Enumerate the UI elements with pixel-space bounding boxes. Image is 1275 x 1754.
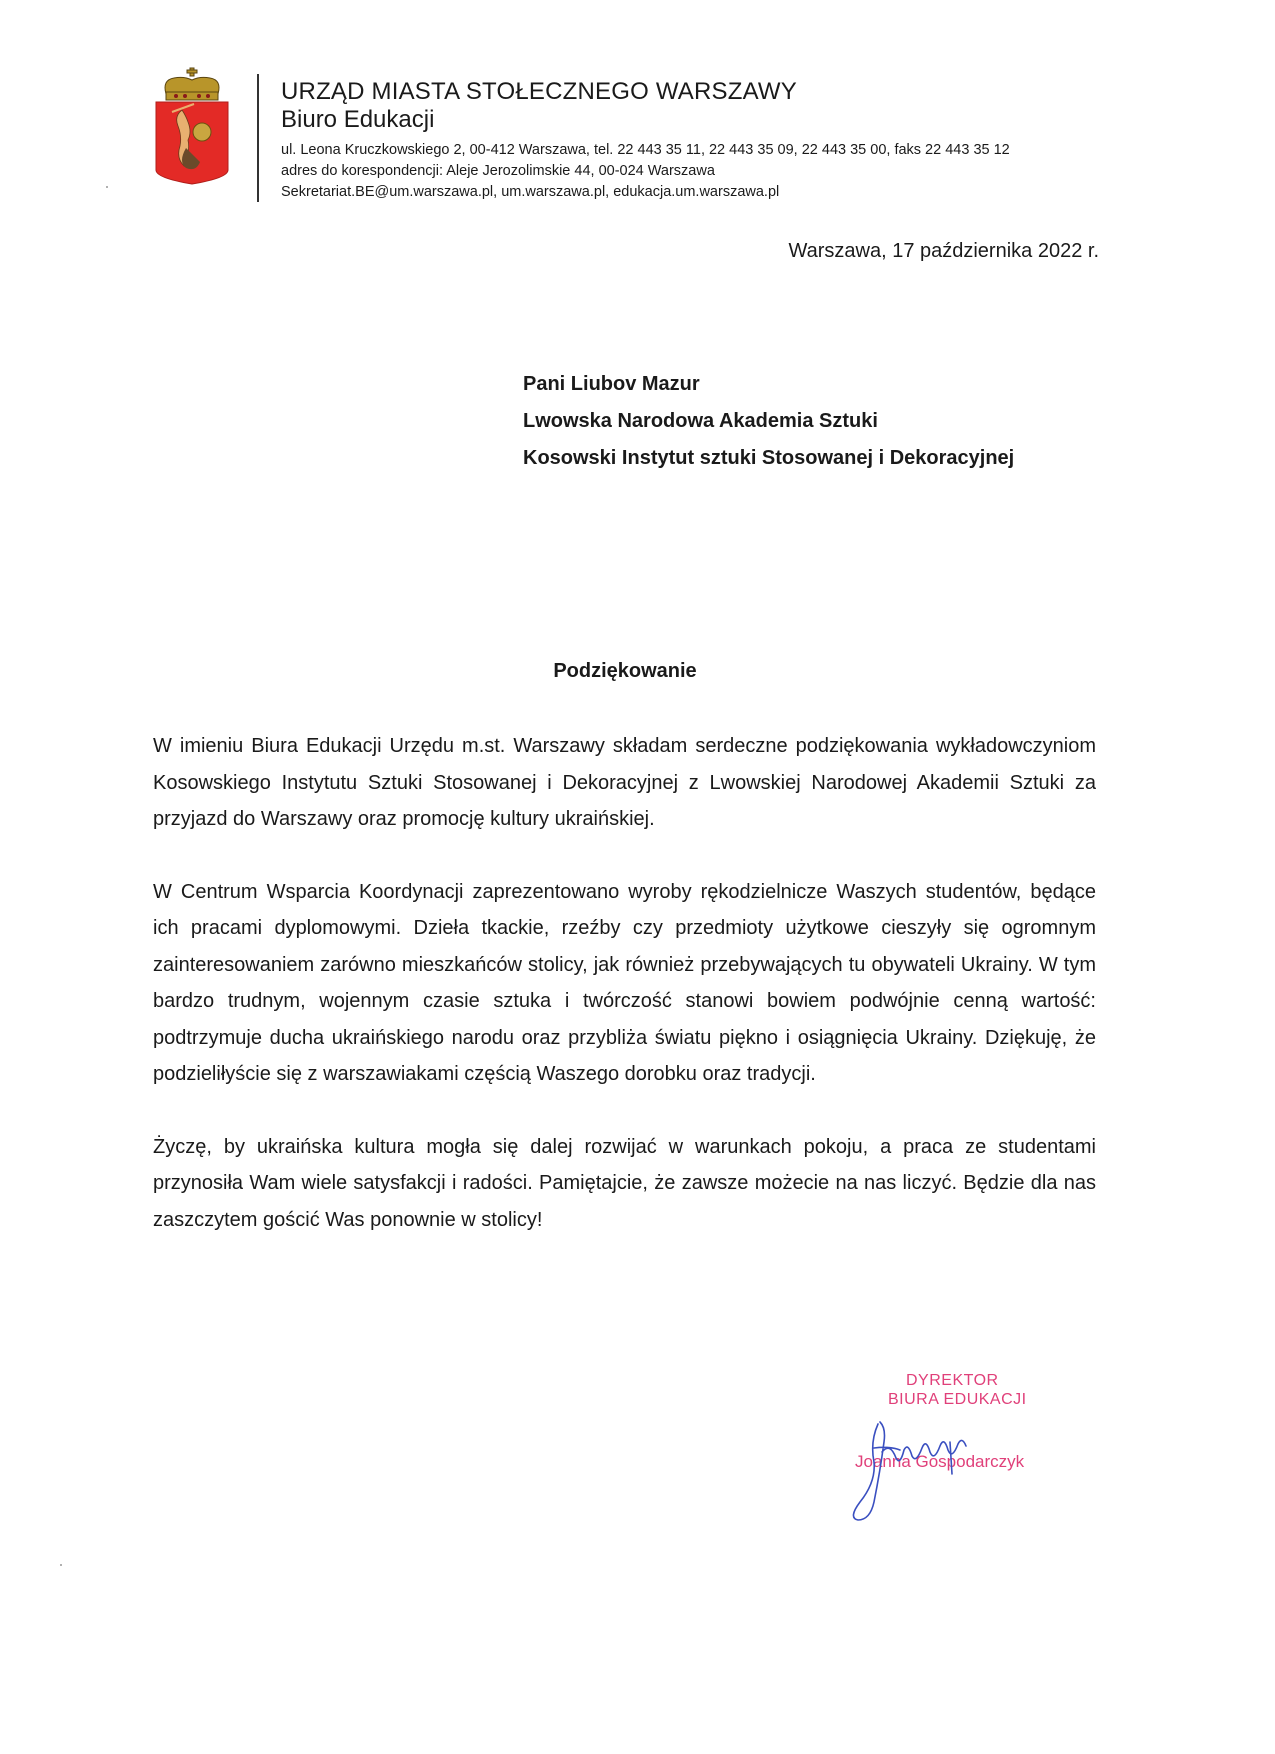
letter-title: Podziękowanie	[553, 660, 697, 682]
stamp-name: Joanna Gospodarczyk	[855, 1452, 1025, 1471]
signature-stamp	[830, 1372, 1070, 1522]
scan-speck	[60, 1564, 62, 1566]
recipient-name: Pani Liubov Mazur	[523, 373, 700, 395]
warsaw-crest-logo	[152, 66, 232, 186]
handwritten-signature	[830, 1402, 1030, 1522]
letterhead-divider	[257, 74, 259, 202]
stamp-department: BIURA EDUKACJI	[888, 1391, 1027, 1408]
letter-date: Warszawa, 17 października 2022 r.	[788, 240, 1099, 262]
contact-line: Sekretariat.BE@um.warszawa.pl, um.warszawa.pl, edukacja.um.warszawa.pl	[281, 184, 780, 200]
department-name: Biuro Edukacji	[281, 106, 435, 133]
organization-name: URZĄD MIASTA STOŁECZNEGO WARSZAWY	[281, 78, 797, 105]
recipient-institution: Lwowska Narodowa Akademia Sztuki	[523, 410, 878, 432]
letter-body	[153, 728, 1096, 1274]
address-line: ul. Leona Kruczkowskiego 2, 00-412 Warszawa, tel. 22 443 35 11, 22 443 35 09, 22 443 35 00, faks 22 443 35 12	[281, 142, 1010, 158]
recipient-unit: Kosowski Instytut sztuki Stosowanej i Dekoracyjnej	[523, 447, 1015, 469]
paragraph-1: W imieniu Biura Edukacji Urzędu m.st. Warszawy składam serdeczne podziękowania wykładowczyniom Kosowskiego Instytutu Sztuki Stosowanej i Dekoracyjnej z Lwowskiej Narodowej Akademii Sztuki za przyjazd do Warszawy oraz promocję kultury ukraińskiej.	[153, 735, 1096, 830]
paragraph-3: Życzę, by ukraińska kultura mogła się dalej rozwijać w warunkach pokoju, a praca ze studentami przynosiła Wam wiele satysfakcji i radości. Pamiętajcie, że zawsze możecie na nas liczyć. Będzie dla nas zaszczytem gościć Was ponownie w stolicy!	[153, 1135, 1096, 1231]
scan-speck	[106, 186, 108, 188]
letterhead	[281, 78, 1010, 203]
correspondence-address: adres do korespondencji: Aleje Jerozolimskie 44, 00-024 Warszawa	[281, 163, 715, 179]
stamp-title: DYREKTOR	[906, 1372, 999, 1389]
paragraph-2: W Centrum Wsparcia Koordynacji zaprezentowano wyroby rękodzielnicze Waszych studentów, będące ich pracami dyplomowymi. Dzieła tkackie, rzeźby czy przedmioty użytkowe cieszyły się ogromnym zainteresowaniem zarówno mieszkańców stolicy, jak również przebywających tu obywateli Ukrainy. W tym bardzo trudnym, wojennym czasie sztuka i twórczość stanowi bowiem podwójnie cenną wartość: podtrzymuje ducha ukraińskiego narodu oraz przybliża światu piękno i osiągnięcia Ukrainy. Dziękuję, że podzieliłyście się z warszawiakami częścią Waszego dorobku oraz tradycji.	[153, 880, 1096, 1085]
recipient-block	[523, 366, 1014, 477]
